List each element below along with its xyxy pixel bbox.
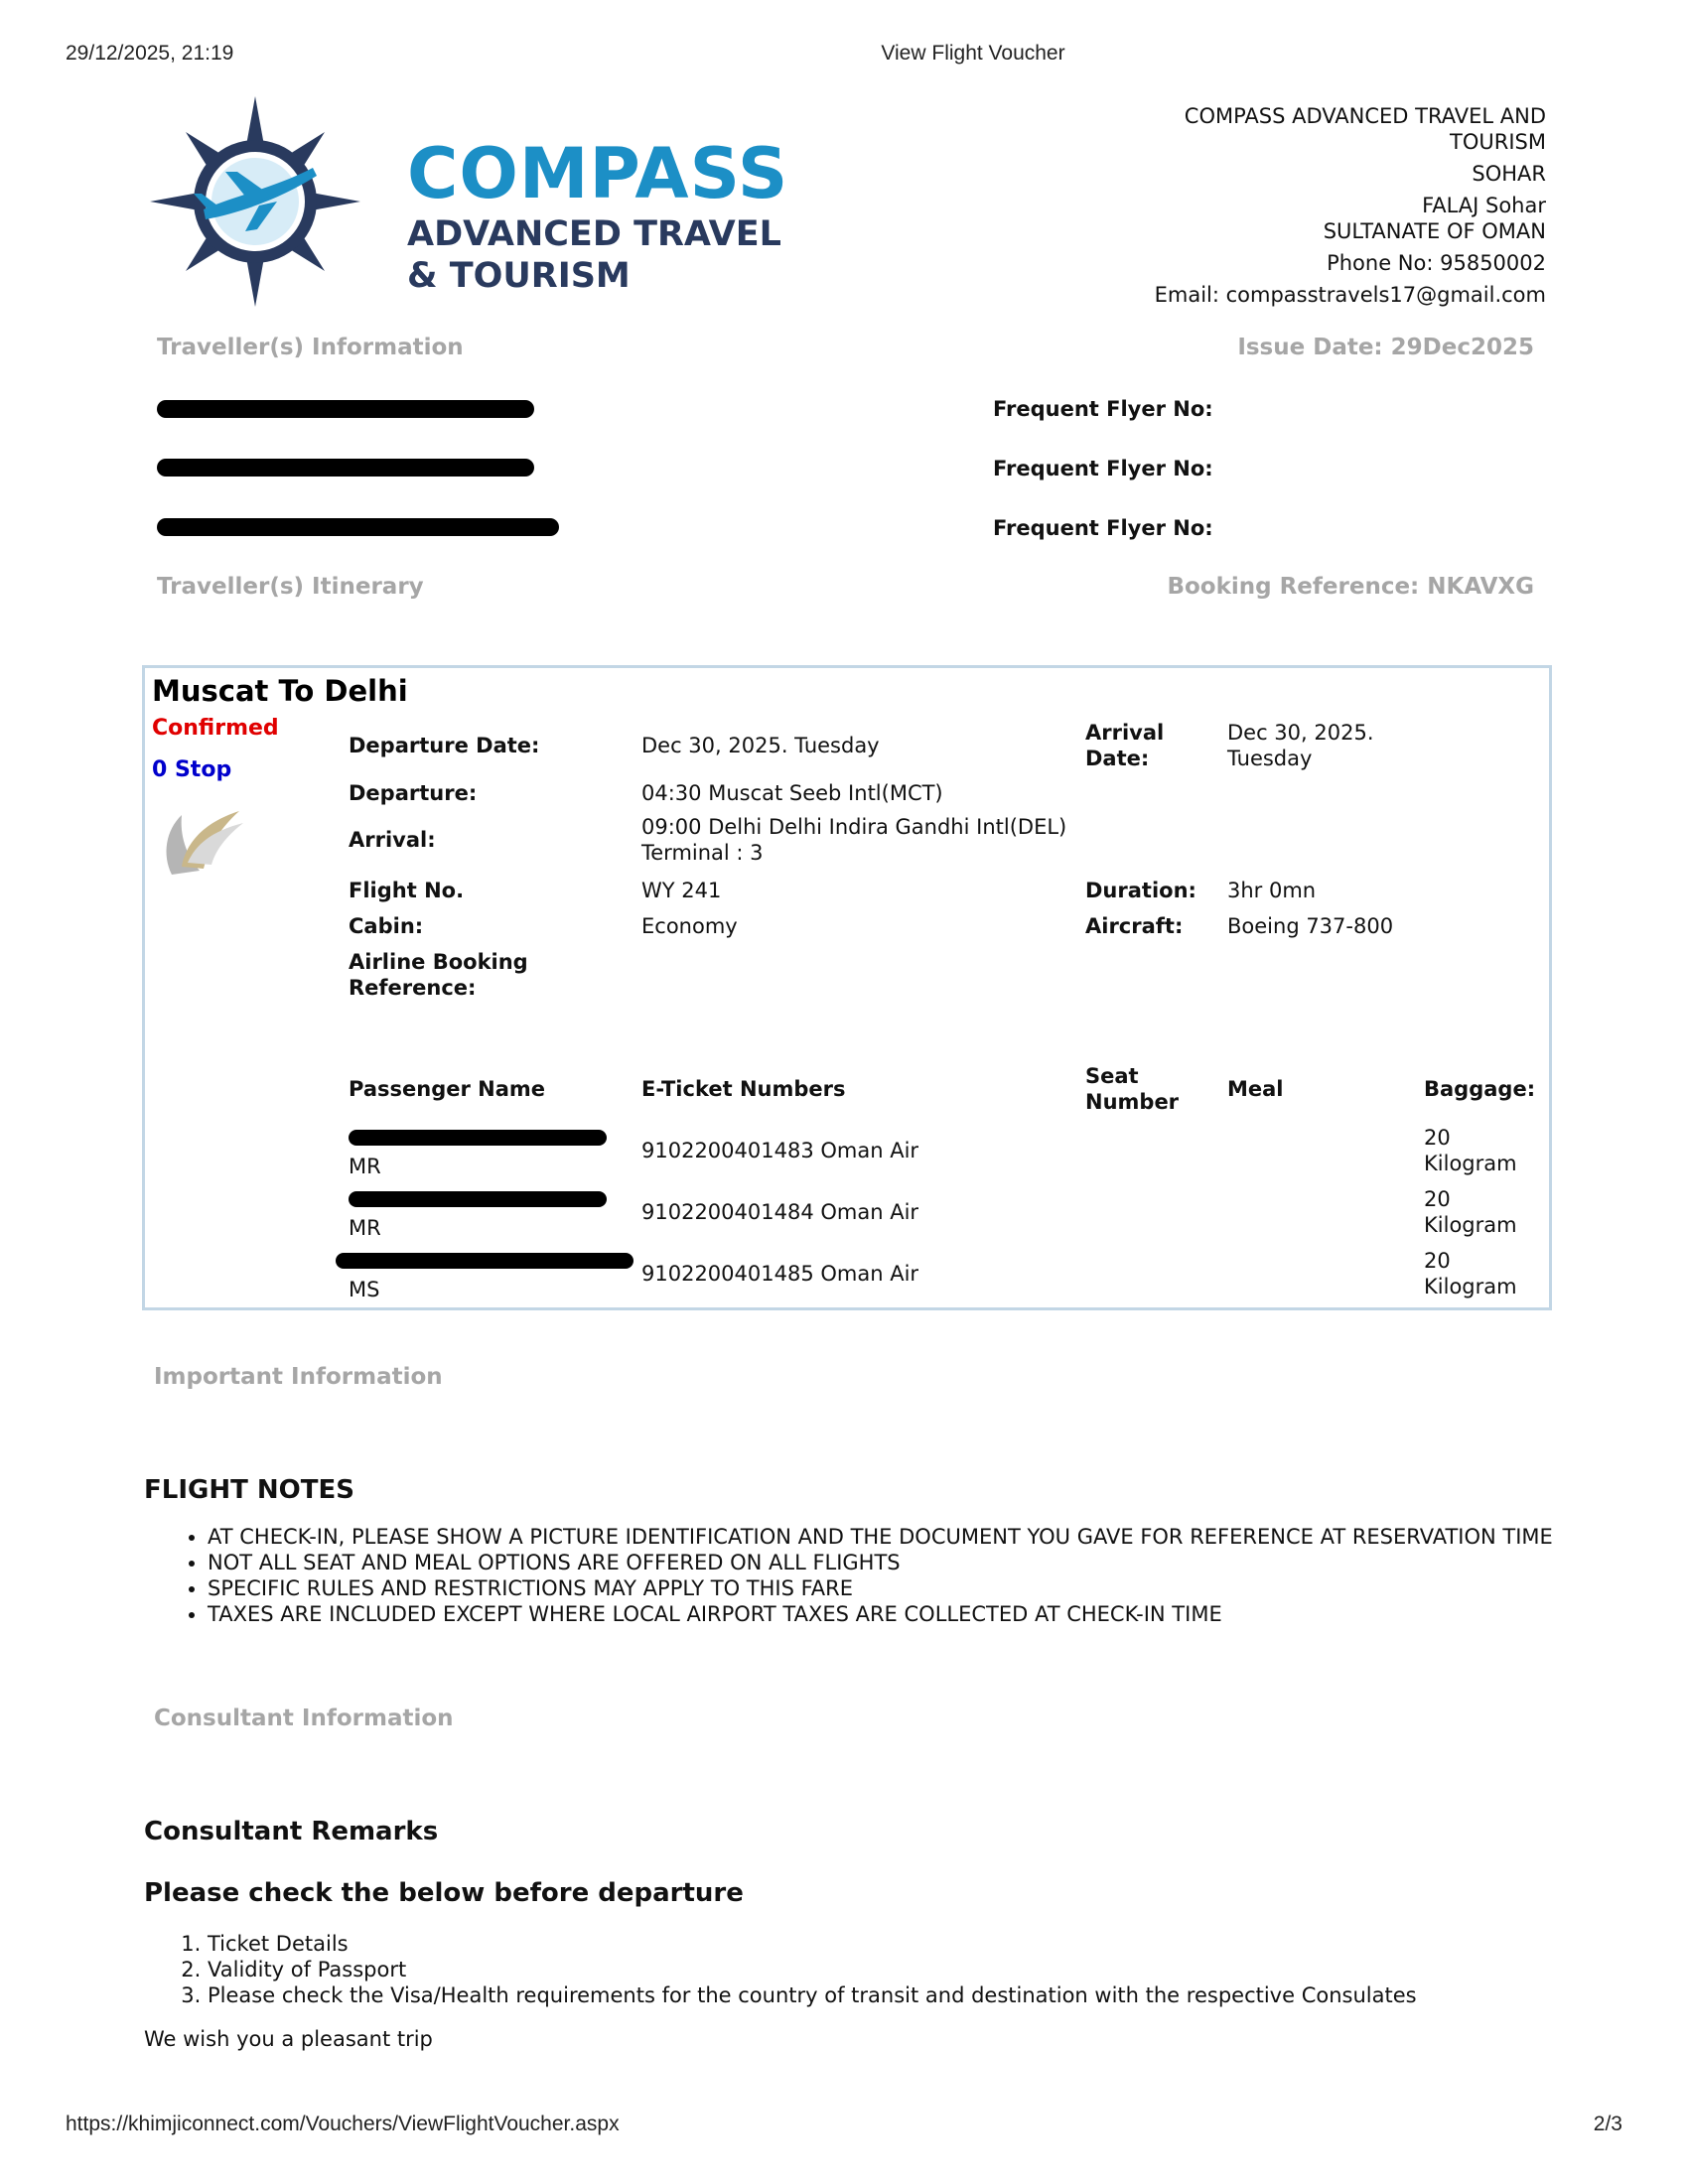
list-item: • TAXES ARE INCLUDED EXCEPT WHERE LOCAL AIRPORT TAXES ARE COLLECTED AT CHECK-IN TIME — [208, 1601, 1553, 1627]
flight-notes-list — [144, 1524, 1553, 1627]
print-page-number: 2/3 — [1593, 2113, 1622, 2135]
consultant-info-heading: Consultant Information — [154, 1706, 454, 1731]
travellers-info-heading: Traveller(s) Information — [157, 335, 464, 360]
aircraft-label: Aircraft: — [1085, 914, 1184, 938]
eticket-number: 9102200401485 Oman Air — [641, 1262, 919, 1286]
arrival-date-label-1: Arrival — [1085, 721, 1165, 745]
agency-area: FALAJ Sohar — [1422, 194, 1546, 217]
frequent-flyer-label: Frequent Flyer No: — [993, 397, 1213, 421]
booking-status: Confirmed — [152, 716, 279, 741]
arrival-value-1: 09:00 Delhi Delhi Indira Gandhi Intl(DEL) — [641, 815, 1067, 839]
passenger-title: MR — [349, 1155, 381, 1178]
frequent-flyer-label: Frequent Flyer No: — [993, 516, 1213, 540]
print-url: https://khimjiconnect.com/Vouchers/ViewFlightVoucher.aspx — [66, 2113, 620, 2135]
passenger-name-redacted — [349, 1191, 607, 1207]
eticket-number: 9102200401484 Oman Air — [641, 1200, 919, 1224]
logo-text — [407, 134, 788, 297]
print-header — [0, 42, 1688, 71]
booking-reference: Booking Reference: NKAVXG — [1167, 574, 1534, 600]
arrival-date-value-2: Tuesday — [1227, 747, 1313, 770]
traveller-name-redacted — [157, 518, 559, 536]
pre-departure-check-title: Please check the below before departure — [144, 1878, 744, 1908]
flight-no-label: Flight No. — [349, 879, 465, 902]
airline-ref-label-1: Airline Booking — [349, 950, 528, 974]
passenger-title: MR — [349, 1216, 381, 1240]
list-item: • NOT ALL SEAT AND MEAL OPTIONS ARE OFFERED ON ALL FLIGHTS — [208, 1550, 1553, 1575]
agency-phone: Phone No: 95850002 — [1327, 251, 1546, 275]
itinerary-heading: Traveller(s) Itinerary — [157, 574, 424, 600]
baggage-amount: 20 — [1424, 1249, 1451, 1273]
arrival-value-2: Terminal : 3 — [641, 841, 764, 865]
stops-count: 0 Stop — [152, 757, 232, 782]
departure-value: 04:30 Muscat Seeb Intl(MCT) — [641, 781, 943, 805]
col-meal: Meal — [1227, 1077, 1284, 1101]
compass-icon — [144, 94, 367, 308]
route-title: Muscat To Delhi — [152, 674, 408, 708]
airline-ref-label-2: Reference: — [349, 976, 477, 1000]
departure-date-value: Dec 30, 2025. Tuesday — [641, 734, 880, 757]
duration-label: Duration: — [1085, 879, 1196, 902]
cabin-value: Economy — [641, 914, 738, 938]
col-passenger-name: Passenger Name — [349, 1077, 546, 1101]
col-baggage: Baggage: — [1424, 1077, 1536, 1101]
baggage-amount: 20 — [1424, 1187, 1451, 1211]
issue-date: Issue Date: 29Dec2025 — [1237, 335, 1534, 360]
important-info-heading: Important Information — [154, 1364, 443, 1390]
passenger-name-redacted — [336, 1253, 633, 1269]
col-seat-1: Seat — [1085, 1064, 1139, 1088]
list-item: 1. Ticket Details — [208, 1931, 1417, 1957]
pre-departure-checklist — [144, 1931, 1417, 2008]
traveller-name-redacted — [157, 459, 534, 477]
passenger-title: MS — [349, 1278, 380, 1301]
print-datetime: 29/12/2025, 21:19 — [66, 42, 234, 65]
print-page-title: View Flight Voucher — [881, 42, 1065, 65]
agency-country: SULTANATE OF OMAN — [1323, 219, 1546, 243]
flight-no-value: WY 241 — [641, 879, 722, 902]
list-item: • SPECIFIC RULES AND RESTRICTIONS MAY APPLY TO THIS FARE — [208, 1575, 1553, 1601]
arrival-date-label-2: Date: — [1085, 747, 1150, 770]
flight-segment-box — [142, 665, 1552, 1310]
frequent-flyer-label: Frequent Flyer No: — [993, 457, 1213, 480]
list-item: 3. Please check the Visa/Health requirements for the country of transit and destination with the respective Consulates — [208, 1982, 1417, 2008]
consultant-remarks-title: Consultant Remarks — [144, 1817, 439, 1846]
flight-notes-title: FLIGHT NOTES — [144, 1475, 354, 1505]
passenger-name-redacted — [349, 1130, 607, 1146]
cabin-label: Cabin: — [349, 914, 424, 938]
agency-name-line1: COMPASS ADVANCED TRAVEL AND — [1184, 104, 1546, 128]
arrival-label: Arrival: — [349, 828, 436, 852]
closing-message: We wish you a pleasant trip — [144, 2027, 433, 2051]
logo-subline-2: & TOURISM — [407, 256, 631, 296]
departure-label: Departure: — [349, 781, 478, 805]
baggage-unit: Kilogram — [1424, 1213, 1517, 1237]
agency-name-line2: TOURISM — [1450, 130, 1546, 154]
baggage-amount: 20 — [1424, 1126, 1451, 1150]
logo-wordmark: COMPASS — [407, 133, 789, 214]
col-seat-2: Number — [1085, 1090, 1180, 1114]
departure-date-label: Departure Date: — [349, 734, 540, 757]
print-footer — [0, 2113, 1688, 2142]
arrival-date-value-1: Dec 30, 2025. — [1227, 721, 1374, 745]
agency-address — [1155, 103, 1546, 308]
aircraft-value: Boeing 737-800 — [1227, 914, 1394, 938]
eticket-number: 9102200401483 Oman Air — [641, 1139, 919, 1162]
duration-value: 3hr 0mn — [1227, 879, 1317, 902]
baggage-unit: Kilogram — [1424, 1152, 1517, 1175]
logo-subline-1: ADVANCED TRAVEL — [407, 214, 781, 254]
list-item: • AT CHECK-IN, PLEASE SHOW A PICTURE IDENTIFICATION AND THE DOCUMENT YOU GAVE FOR REFERENCE AT RESERVATION TIME — [208, 1524, 1553, 1550]
baggage-unit: Kilogram — [1424, 1275, 1517, 1298]
list-item: 2. Validity of Passport — [208, 1957, 1417, 1982]
airline-logo-icon — [152, 805, 251, 885]
col-eticket: E-Ticket Numbers — [641, 1077, 846, 1101]
agency-email: Email: compasstravels17@gmail.com — [1154, 283, 1546, 307]
agency-city: SOHAR — [1472, 162, 1546, 186]
traveller-name-redacted — [157, 400, 534, 418]
